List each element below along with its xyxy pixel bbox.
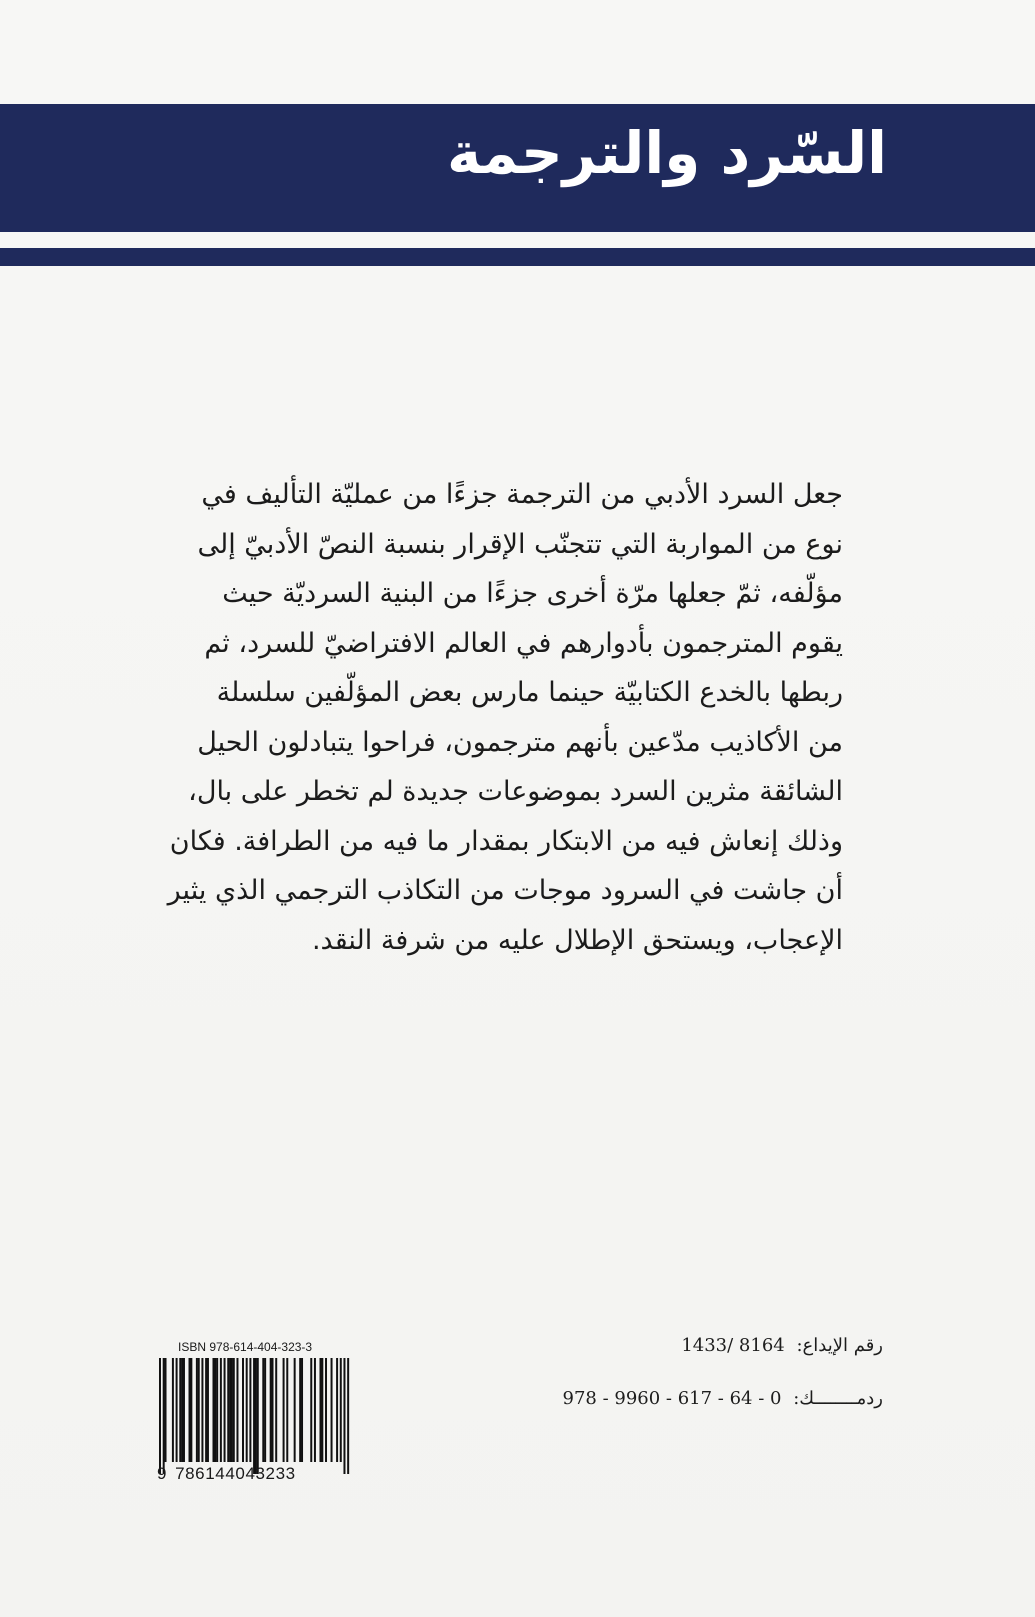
blurb-line: الإعجاب، ويستحق الإطلال عليه من شرفة النقد. [311, 924, 843, 956]
barcode-bar [198, 1358, 200, 1462]
barcode-bar [224, 1358, 226, 1462]
barcode-lead-digit: 9 [157, 1464, 168, 1483]
back-cover-blurb [163, 470, 843, 965]
barcode-bar [214, 1358, 216, 1462]
blurb-line: أن جاشت في السرود موجات من التكاذب الترجمي الذي يثير [167, 875, 843, 906]
barcode-bar [253, 1358, 255, 1474]
barcode-bar [216, 1358, 218, 1462]
blurb-line: يقوم المترجمون بأدوارهم في العالم الافتراضيّ للسرد، ثم [204, 627, 843, 659]
barcode-bar [213, 1358, 215, 1462]
isbn-arabic [563, 1388, 884, 1409]
blurb-line: وذلك إنعاش فيه من الابتكار بمقدار ما فيه من الطرافة. فكان [169, 825, 843, 857]
barcode-bar [325, 1358, 327, 1462]
band-stripe [0, 248, 1035, 266]
barcode-bar [270, 1358, 272, 1462]
book-title: السّرد والترجمة [446, 119, 887, 187]
barcode-bar [159, 1358, 161, 1474]
blurb-line: نوع من المواربة التي تتجنّب الإقرار بنسبة النصّ الأدبيّ إلى [197, 528, 843, 560]
blurb-line: من الأكاذيب مدّعين بأنهم مترجمون، فراحوا يتبادلون الحيل [197, 726, 843, 758]
barcode-bar [299, 1358, 301, 1462]
barcode-bar [229, 1358, 231, 1462]
barcode-bar [343, 1358, 345, 1474]
barcode-bar [275, 1358, 277, 1462]
barcode-bar [196, 1358, 198, 1462]
barcode-bar [179, 1358, 181, 1462]
deposit-value: 1433/ 8164 [681, 1335, 785, 1356]
barcode-bar [172, 1358, 174, 1462]
band-gap [0, 232, 1035, 248]
barcode-bar [220, 1358, 222, 1462]
barcode-bar [236, 1358, 238, 1462]
barcode-bar [207, 1358, 209, 1462]
barcode-bar [310, 1358, 312, 1462]
barcode-bar [336, 1358, 338, 1462]
barcode-bars [157, 1358, 352, 1476]
barcode-bar [319, 1358, 321, 1462]
barcode-bar [231, 1358, 233, 1462]
barcode-bar [286, 1358, 288, 1462]
barcode-bar [183, 1358, 185, 1462]
barcode-bar [190, 1358, 192, 1462]
barcode-bar [314, 1358, 316, 1462]
barcode-bar [205, 1358, 207, 1462]
barcode-bar [249, 1358, 251, 1462]
blurb-line: الشائقة مثرين السرد بموضوعات جديدة لم تخطر على بال، [188, 776, 843, 807]
barcode-bar [340, 1358, 342, 1462]
isbn-arabic-value: 978 - 9960 - 617 - 64 - 0 [562, 1388, 782, 1409]
deposit-label: رقم الإيداع: [796, 1335, 883, 1356]
barcode-bar [257, 1358, 259, 1474]
isbn-barcode [157, 1358, 352, 1476]
barcode-bar [262, 1358, 264, 1462]
barcode-bar [294, 1358, 296, 1462]
barcode-bar [272, 1358, 274, 1462]
barcode-bar [283, 1358, 285, 1462]
barcode-bar [233, 1358, 235, 1462]
barcode-bar [163, 1358, 165, 1474]
barcode-bar [321, 1358, 323, 1462]
barcode-bar [255, 1358, 257, 1474]
deposit-number [681, 1335, 883, 1356]
barcode-bar [264, 1358, 266, 1462]
isbn-arabic-label: ردمــــــــك: [793, 1388, 883, 1409]
blurb-line: جعل السرد الأدبي من الترجمة جزءًا من عمليّة التأليف في [201, 479, 843, 510]
blurb-line: ربطها بالخدع الكتابيّة حينما مارس بعض المؤلّفين سلسلة [216, 677, 843, 708]
barcode-bar [227, 1358, 229, 1462]
blurb-line: مؤلّفه، ثمّ جعلها مرّة أخرى جزءًا من البنية السرديّة حيث [222, 578, 843, 609]
barcode-isbn-label: ISBN 978-614-404-323-3 [178, 1340, 313, 1354]
barcode-bar [242, 1358, 244, 1462]
barcode-bar [165, 1358, 167, 1462]
barcode-number: 786144043233 [175, 1464, 296, 1483]
barcode-bar [347, 1358, 349, 1474]
barcode-bar [301, 1358, 303, 1462]
barcode-bar [201, 1358, 203, 1462]
barcode-digits [157, 1464, 357, 1484]
barcode-bar [176, 1358, 178, 1462]
barcode-bar [181, 1358, 183, 1462]
barcode-bar [331, 1358, 333, 1462]
barcode-bar [246, 1358, 248, 1462]
barcode-bar [189, 1358, 191, 1462]
